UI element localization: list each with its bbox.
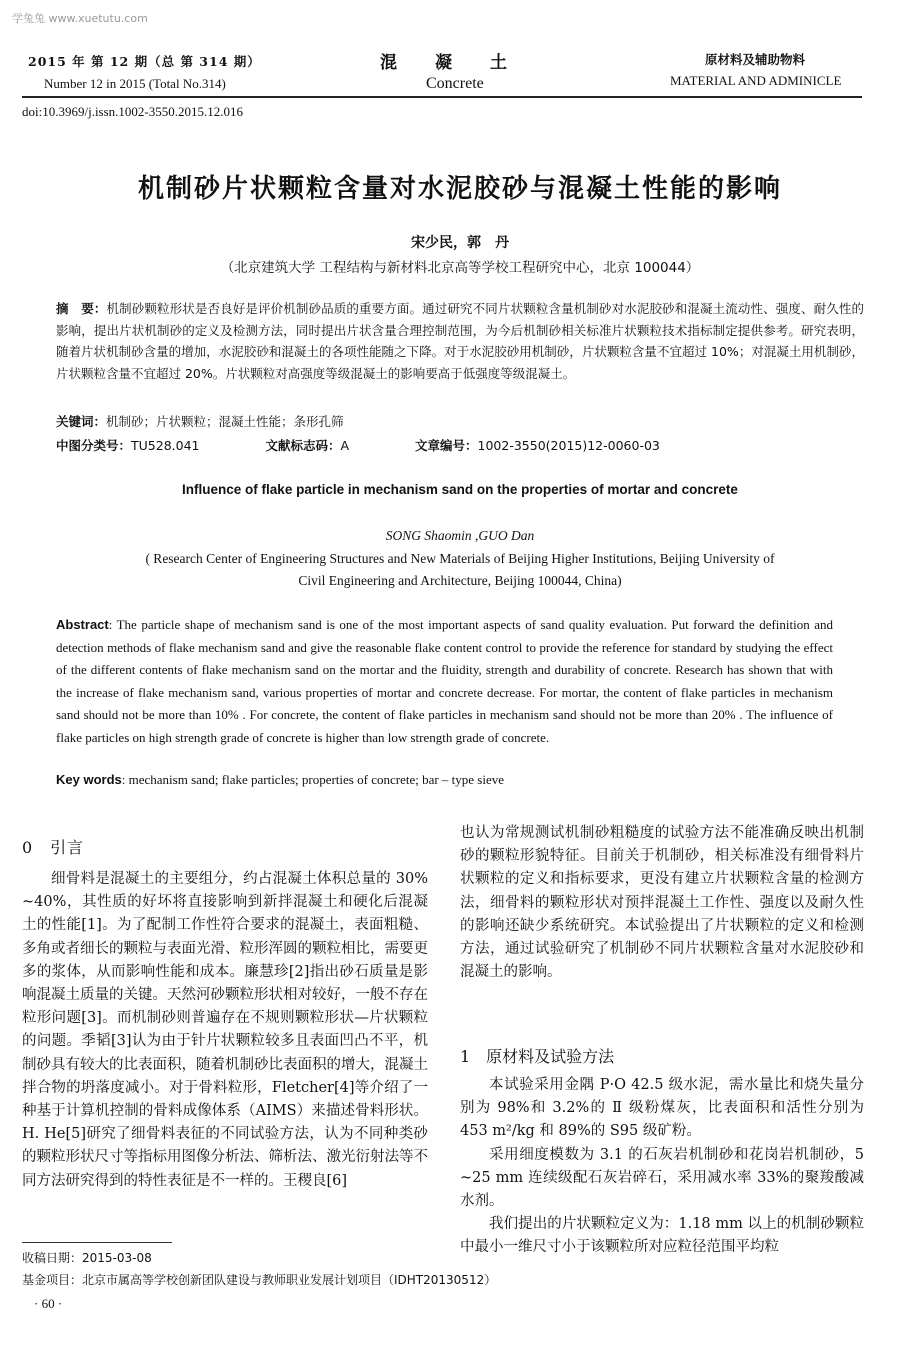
fund-note: 基金项目：北京市属高等学校创新团队建设与教师职业发展计划项目（IDHT20130512） <box>22 1273 497 1287</box>
affiliation-cn: （北京建筑大学 工程结构与新材料北京高等学校工程研究中心，北京 100044） <box>220 260 700 276</box>
keywords-en-label: Key words <box>56 772 122 787</box>
keywords-cn <box>56 412 344 430</box>
paragraph: 细骨料是混凝土的主要组分，约占混凝土体积总量的 30% ~40%，其性质的好坏将直接影响到新拌混凝土和硬化后混凝土的性能[1]。为了配制工作性符合要求的混凝土，表面粗糙、多角或者细长的颗粒与表面光滑、粒形浑圆的颗粒相比，需要更多的浆体，从而影响性能和成本。廉慧珍[2]指出砂石质量是影响混凝土质量的关键。天然河砂颗粒形状相对较好，一般不存在粒形问题[3]。而机制砂则普遍存在不规则颗粒形状—片状颗粒的问题。季韬[3]认为由于针片状颗粒较多且表面凹凸不平，机制砂具有较大的比表面积，随着机制砂比表面积的增大，混凝土拌合物的坍落度减小。对于骨料粒形，Fletcher[4]等介绍了一种基于计算机控制的骨料成像体系（AIMS）来描述骨料形状。H. He[5]研究了细骨料表征的不同试验方法，认为不同种类砂的颗粒形状尺寸等指标用图像分析法、筛析法、激光衍射法等不同方法研究得到的特性表征是不一样的。王稷良[6] <box>22 871 428 1189</box>
abstract-cn-label: 摘 要： <box>56 301 107 316</box>
paragraph: 本试验采用金隅 P·O 42.5 级水泥，需水量比和烧失量分别为 98%和 3.2%的 Ⅱ 级粉煤灰，比表面积和活性分别为 453 m²/kg 和 89%的 S95 级矿粉。 <box>460 1077 864 1140</box>
abstract-cn-text: 机制砂颗粒形状是否良好是评价机制砂品质的重要方面。通过研究不同片状颗粒含量机制砂对水泥胶砂和混凝土流动性、强度、耐久性的影响，提出片状机制砂的定义及检测方法，同时提出片状含量合理控制范围，为今后机制砂相关标准片状颗粒技术指标制定提供参考。研究表明，随着片状机制砂含量的增加，水泥胶砂和混凝土的各项性能随之下降。对于水泥胶砂用机制砂，片状颗粒含量不宜超过 10%；对混凝土用机制砂，片状颗粒含量不宜超过 20%。片状颗粒对高强度等级混凝土的影响要高于低强度等级混凝土。 <box>56 301 864 381</box>
clc-value: TU528.041 <box>131 438 200 453</box>
keywords-cn-label: 关键词： <box>56 414 107 429</box>
title-cn: 机制砂片状颗粒含量对水泥胶砂与混凝土性能的影响 <box>137 174 782 204</box>
page-number: · 60 · <box>34 1296 63 1311</box>
paragraph: 采用细度模数为 3.1 的石灰岩机制砂和花岗岩机制砂，5 ~25 mm 连续级配石灰岩碎石，采用减水率 33%的聚羧酸减水剂。 <box>460 1146 864 1210</box>
clc-label: 中图分类号： <box>56 438 132 453</box>
art-label: 文章编号： <box>415 438 478 453</box>
header-rule <box>22 96 862 98</box>
paragraph: 也认为常规测试机制砂粗糙度的试验方法不能准确反映出机制砂的颗粒形貌特征。目前关于机制砂，相关标准没有细骨料片状颗粒的定义和指标要求，更没有建立片状颗粒含量的检测方法，细骨料的颗粒形状对预拌混凝土工作性、强度以及耐久性的影响还缺少系统研究。本试验提出了片状颗粒的定义和检测方法，通过试验研究了机制砂不同片状颗粒含量对水泥胶砂和混凝土的影响。 <box>460 825 864 981</box>
paragraph: 我们提出的片状颗粒定义为：1.18 mm 以上的机制砂颗粒中最小一维尺寸小于该颗粒所对应粒径范围平均粒 <box>460 1216 864 1256</box>
section-en: MATERIAL AND ADMINICLE <box>670 73 842 88</box>
abstract-cn <box>56 298 864 384</box>
affiliation-en-line1: ( Research Center of Engineering Structures and New Materials of Beijing Higher Institutions, Beijing University of <box>145 551 775 566</box>
art-value: 1002-3550(2015)12-0060-03 <box>477 438 660 453</box>
abstract-en-text: : The particle shape of mechanism sand is one of the most important aspects of sand quality evaluation. Put forward the definition and detection methods of flake mechanism sand and give the reasonable flake content control to provide the reference for standard by studying the effect of the different contents of flake mechanism sand on the mortar and the fluidity, strength and durability of concrete. Research has shown that with the increase of flake mechanism sand, various properties of mortar and concrete decrease. For mortar, the content of flake particles in mechanism sand should not be more than 10% . For concrete, the content of flake particles in mechanism sand should not be more than 20% . The influence of flake particles on high strength grade of concrete is higher than low strength grade of concrete. <box>56 617 833 745</box>
classification <box>56 436 660 454</box>
abstract-en-label: Abstract <box>56 617 109 632</box>
watermark: 学兔兔 www.xuetutu.com <box>12 12 148 25</box>
section-0-heading: 0 引言 <box>22 838 85 857</box>
section-cn: 原材料及辅助物料 <box>705 52 806 67</box>
doc-label: 文献标志码： <box>265 438 341 453</box>
title-en: Influence of flake particle in mechanism sand on the properties of mortar and concrete <box>182 482 738 497</box>
footnote-rule <box>22 1242 172 1243</box>
keywords-en <box>56 772 504 788</box>
keywords-en-text: : mechanism sand; flake particles; properties of concrete; bar – type sieve <box>121 772 505 787</box>
issue-cn: 2015 年 第 12 期（总 第 314 期） <box>28 54 261 69</box>
journal-en: Concrete <box>426 75 484 92</box>
right-column <box>460 822 864 984</box>
section-1-body <box>460 1074 864 1260</box>
authors-cn: 宋少民，郭 丹 <box>411 235 509 251</box>
keywords-cn-text: 机制砂；片状颗粒；混凝土性能；条形孔筛 <box>106 414 344 429</box>
doc-value: A <box>340 438 350 453</box>
authors-en: SONG Shaomin ,GUO Dan <box>385 528 535 543</box>
section-0-body <box>22 868 428 1193</box>
section-1-heading: 1 原材料及试验方法 <box>460 1047 615 1066</box>
abstract-en <box>56 614 833 750</box>
received-date: 收稿日期：2015-03-08 <box>22 1251 152 1265</box>
issue-en: Number 12 in 2015 (Total No.314) <box>44 76 226 91</box>
affiliation-en-line2: Civil Engineering and Architecture, Beijing 100044, China) <box>298 573 622 588</box>
doi: doi:10.3969/j.issn.1002-3550.2015.12.016 <box>22 104 244 119</box>
journal-cn: 混凝土 <box>380 53 545 73</box>
